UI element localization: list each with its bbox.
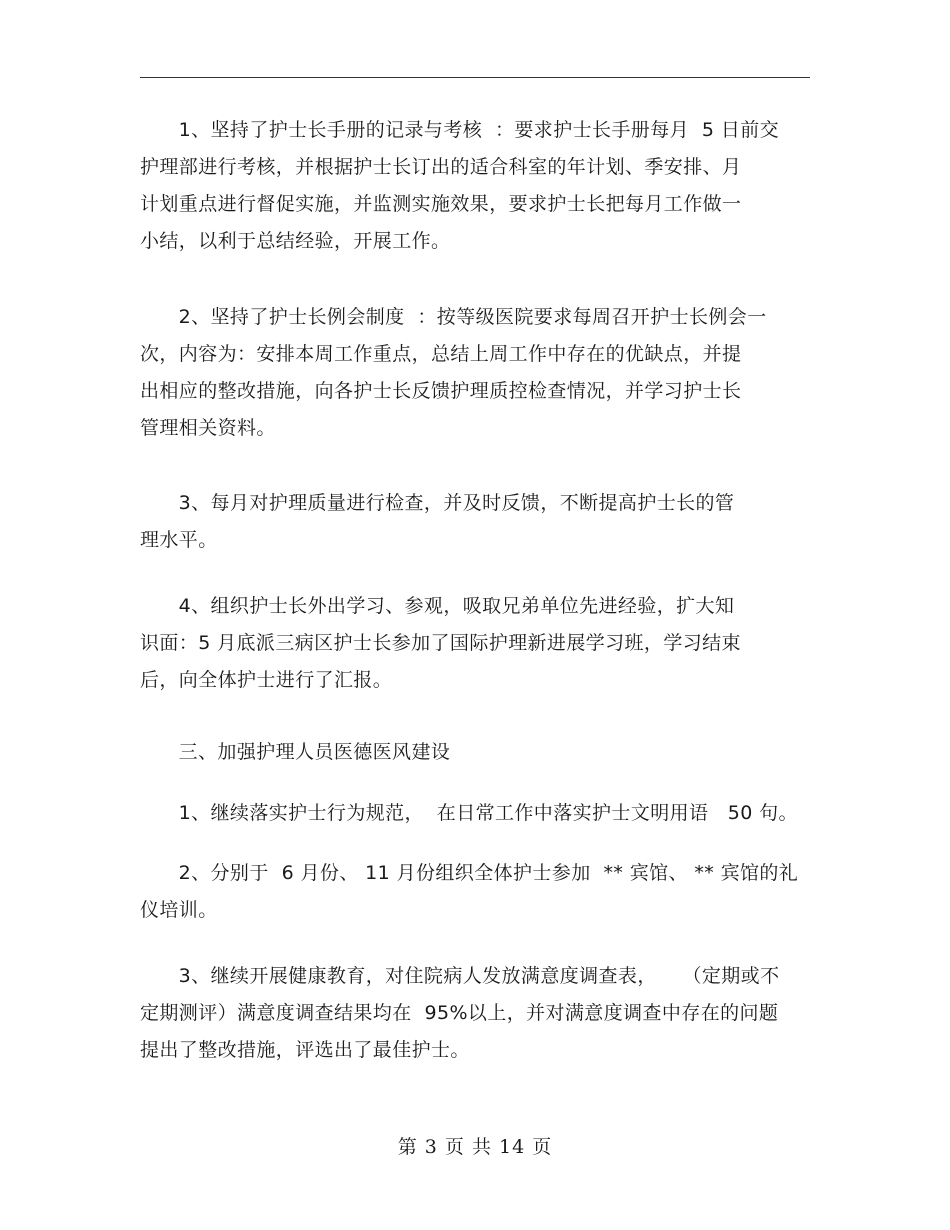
- text-line: 次，内容为：安排本周工作重点，总结上周工作中存在的优缺点，并提: [140, 343, 742, 365]
- text-line: 小结，以利于总结经验，开展工作。: [140, 230, 451, 252]
- header-rule: [140, 77, 810, 78]
- paragraph-health-education: [140, 958, 830, 1069]
- text-line: 仪培训。: [140, 899, 218, 921]
- text-line: 4、组织护士长外出学习、参观，吸取兄弟单位先进经验，扩大知: [140, 595, 735, 617]
- text-line: 3、每月对护理质量进行检查，并及时反馈，不断提高护士长的管: [140, 492, 735, 514]
- text-line: 1、继续落实护士行为规范， 在日常工作中落实护士文明用语 50 句。: [140, 802, 798, 824]
- page-number-footer: 第 3 页 共 14 页: [397, 1136, 553, 1158]
- text-line: 三、加强护理人员医德医风建设: [140, 741, 451, 763]
- text-line: 1、坚持了护士长手册的记录与考核 ：要求护士长手册每月 5 日前交: [140, 119, 780, 141]
- text-line: 管理相关资料。: [140, 417, 276, 439]
- paragraph-head-nurse-meeting: [140, 299, 830, 447]
- paragraph-behavior-norms: [140, 795, 830, 832]
- text-line: 定期测评）满意度调查结果均在 95%以上，并对满意度调查中存在的问题: [140, 1002, 779, 1024]
- paragraph-external-study: [140, 588, 830, 699]
- text-line: 计划重点进行督促实施，并监测实施效果，要求护士长把每月工作做一: [140, 193, 742, 215]
- paragraph-quality-check: [140, 485, 830, 559]
- paragraph-nurse-manual: [140, 112, 830, 260]
- text-line: 提出了整改措施，评选出了最佳护士。: [140, 1039, 470, 1061]
- section-heading-ethics: [140, 734, 830, 771]
- text-line: 2、坚持了护士长例会制度 ：按等级医院要求每周召开护士长例会一: [140, 306, 767, 328]
- text-line: 出相应的整改措施，向各护士长反馈护理质控检查情况，并学习护士长: [140, 380, 742, 402]
- text-line: 理水平。: [140, 529, 218, 551]
- text-line: 2、分别于 6 月份、 11 月份组织全体护士参加 ** 宾馆、 ** 宾馆的礼: [140, 862, 799, 884]
- text-line: 识面：5 月底派三病区护士长参加了国际护理新进展学习班，学习结束: [140, 632, 741, 654]
- paragraph-etiquette-training: [140, 855, 830, 929]
- text-line: 护理部进行考核，并根据护士长订出的适合科室的年计划、季安排、月: [140, 156, 742, 178]
- text-line: 后，向全体护士进行了汇报。: [140, 669, 393, 691]
- text-line: 3、继续开展健康教育，对住院病人发放满意度调查表， （定期或不: [140, 965, 780, 987]
